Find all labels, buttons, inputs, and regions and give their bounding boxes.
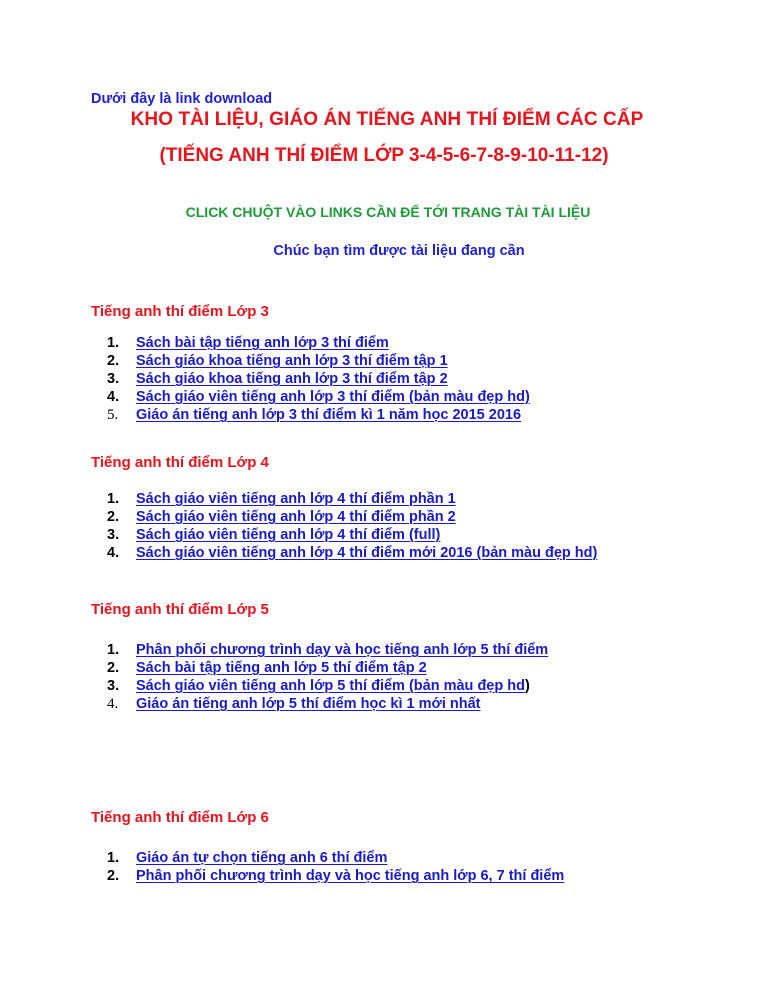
- document-link[interactable]: Sách giáo viên tiếng anh lớp 4 thí điểm (full): [136, 527, 441, 543]
- item-number: 5.: [107, 407, 119, 423]
- item-number: 2.: [107, 868, 120, 884]
- item-number: 1.: [107, 335, 120, 351]
- link-list-lop-6: [107, 849, 564, 885]
- section-title-lop-4: Tiếng anh thí điểm Lớp 4: [91, 454, 269, 471]
- list-item: [107, 526, 597, 544]
- list-item: [107, 867, 564, 885]
- list-item: [107, 352, 530, 370]
- document-link[interactable]: Sách bài tập tiếng anh lớp 5 thí điểm tập 2: [136, 660, 427, 676]
- section-title-lop-5: Tiếng anh thí điểm Lớp 5: [91, 601, 269, 618]
- list-item: [107, 695, 548, 713]
- document-link[interactable]: Phân phối chương trình dạy và học tiếng anh lớp 5 thí điểm: [136, 642, 549, 658]
- item-number: 4.: [107, 389, 120, 405]
- click-instruction: CLICK CHUỘT VÀO LINKS CẦN ĐỂ TỚI TRANG TÀI TÀI LIỆU: [185, 204, 591, 220]
- item-number: 1.: [107, 642, 120, 658]
- document-link[interactable]: Sách giáo khoa tiếng anh lớp 3 thí điểm tập 2: [136, 371, 448, 387]
- list-item: [107, 406, 530, 424]
- document-link[interactable]: Sách giáo viên tiếng anh lớp 4 thí điểm phần 1: [136, 491, 456, 507]
- wish-text: Chúc bạn tìm được tài liệu đang cần: [273, 243, 525, 259]
- item-number: 4.: [107, 696, 119, 712]
- item-number: 1.: [107, 850, 120, 866]
- list-item: [107, 508, 597, 526]
- document-link[interactable]: Giáo án tiếng anh lớp 5 thí điểm học kì 1 mới nhất: [136, 696, 481, 712]
- section-title-lop-3: Tiếng anh thí điểm Lớp 3: [91, 303, 269, 320]
- list-item: [107, 544, 597, 562]
- list-item: [107, 677, 548, 695]
- list-item: [107, 370, 530, 388]
- document-link[interactable]: Giáo án tiếng anh lớp 3 thí điểm kì 1 năm học 2015 2016: [136, 407, 522, 423]
- item-number: 3.: [107, 527, 120, 543]
- closing-paren: ): [524, 678, 530, 694]
- item-number: 1.: [107, 491, 120, 507]
- item-number: 3.: [107, 678, 120, 694]
- document-link[interactable]: Phân phối chương trình dạy và học tiếng anh lớp 6, 7 thí điểm: [136, 868, 565, 884]
- link-list-lop-3: [107, 334, 530, 424]
- link-list-lop-5: [107, 641, 548, 713]
- item-number: 3.: [107, 371, 120, 387]
- document-link[interactable]: Sách giáo viên tiếng anh lớp 5 thí điểm (bản màu đẹp hd: [136, 678, 525, 694]
- section-title-lop-6: Tiếng anh thí điểm Lớp 6: [91, 809, 269, 826]
- item-number: 2.: [107, 660, 120, 676]
- document-link[interactable]: Sách bài tập tiếng anh lớp 3 thí điểm: [136, 335, 389, 351]
- intro-text: Dưới đây là link download: [91, 91, 273, 107]
- document-link[interactable]: Sách giáo viên tiếng anh lớp 4 thí điểm mới 2016 (bản màu đẹp hd): [136, 545, 598, 561]
- document-link[interactable]: Sách giáo khoa tiếng anh lớp 3 thí điểm tập 1: [136, 353, 448, 369]
- list-item: [107, 659, 548, 677]
- document-link[interactable]: Sách giáo viên tiếng anh lớp 3 thí điểm (bản màu đẹp hd): [136, 389, 530, 405]
- item-number: 2.: [107, 353, 120, 369]
- page-title: KHO TÀI LIỆU, GIÁO ÁN TIẾNG ANH THÍ ĐIỂM CÁC CẤP: [130, 109, 644, 130]
- list-item: [107, 334, 530, 352]
- list-item: [107, 849, 564, 867]
- list-item: [107, 490, 597, 508]
- item-number: 2.: [107, 509, 120, 525]
- document-link[interactable]: Giáo án tự chọn tiếng anh 6 thí điểm: [136, 850, 388, 866]
- link-list-lop-4: [107, 490, 597, 562]
- item-number: 4.: [107, 545, 120, 561]
- list-item: [107, 641, 548, 659]
- page-subtitle: (TIẾNG ANH THÍ ĐIỂM LỚP 3-4-5-6-7-8-9-10-11-12): [159, 145, 609, 166]
- document-link[interactable]: Sách giáo viên tiếng anh lớp 4 thí điểm phần 2: [136, 509, 456, 525]
- list-item: [107, 388, 530, 406]
